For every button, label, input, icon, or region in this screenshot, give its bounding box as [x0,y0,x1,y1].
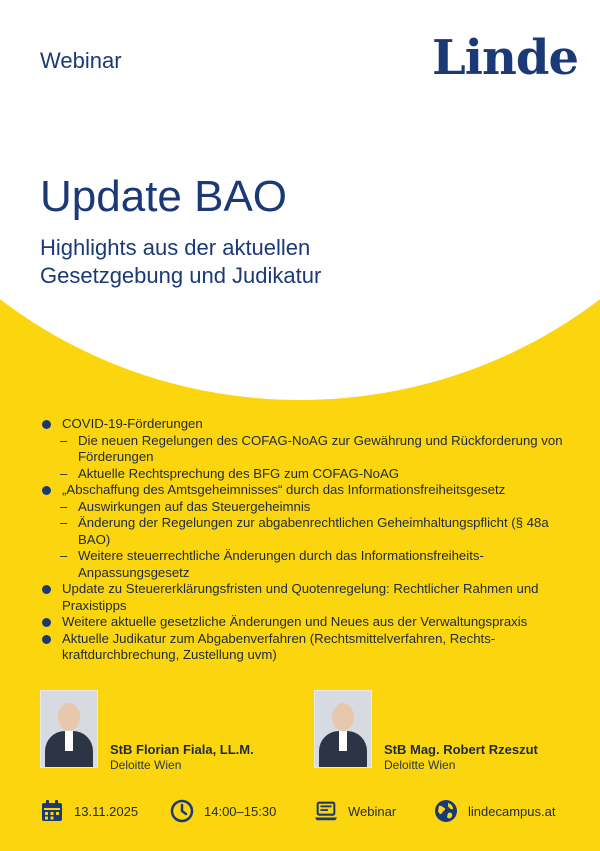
topic-text: Update zu Steuererklärungsfristen und Quotenregelung: Rechtlicher Rahmen und Praxistipps [62,581,539,613]
event-format [314,798,396,824]
speaker-card [314,690,574,770]
bullet-icon [42,486,51,495]
subtopic-text: Änderung der Regelungen zur abgabenrechtlichen Geheimhaltungspflicht (§ 48a BAO) [78,515,549,547]
laptop-icon [314,799,338,823]
speaker-name: StB Florian Fiala, LL.M. [110,742,254,757]
subtopic-item [40,466,570,483]
topic-item [40,581,570,614]
event-date [40,798,138,824]
topic-text: Aktuelle Judikatur zum Abgabenverfahren (Rechtsmittelverfahren, Rechts-kraftdurchbrechung, Zustellung uvm) [62,630,496,662]
subtopic-text: Die neuen Regelungen des COFAG-NoAG zur Gewährung und Rückforderung von Förderungen [78,432,563,464]
dash-icon: – [60,515,68,530]
event-date-text: 13.11.2025 [74,803,139,819]
speaker-photo [314,690,372,768]
speaker-photo [40,690,98,768]
event-website-link[interactable]: lindecampus.at [468,803,556,819]
topic-item [40,631,570,664]
photo-shirt [339,731,347,751]
topic-item [40,482,570,499]
dash-icon: – [60,498,68,514]
speaker-org: Deloitte Wien [110,758,182,772]
dash-icon: – [60,432,68,448]
topic-list [40,416,570,664]
page-title: Update BAO [40,172,288,221]
topic-item [40,416,570,433]
topic-text: Weitere aktuelle gesetzliche Änderungen und Neues aus der Verwaltungspraxis [62,614,528,629]
bullet-icon [42,420,51,429]
subtopic-item [40,499,570,516]
subtopic-text: Weitere steuerrechtliche Änderungen durch das Informationsfreiheits-Anpassungsgesetz [78,548,484,580]
event-website[interactable] [434,798,555,824]
topic-text: COVID-19-Förderungen [62,416,203,431]
subtitle-line: Highlights aus der aktuellen [40,235,311,260]
bullet-icon [42,635,51,644]
subtopic-item [40,548,570,581]
subtitle-line: Gesetzgebung und Judikatur [40,263,322,288]
topic-item [40,614,570,631]
event-type-label: Webinar [40,48,122,73]
subtopic-text: Aktuelle Rechtsprechung des BFG zum COFAG-NoAG [78,465,400,481]
linde-logo: Linde [432,30,578,86]
event-time-text: 14:00–15:30 [204,803,277,819]
subtopic-item [40,515,570,548]
clock-icon [170,799,194,823]
bullet-icon [42,618,51,627]
subtopic-item [40,433,570,466]
speaker-name: StB Mag. Robert Rzeszut [384,742,538,757]
subtopic-text: Auswirkungen auf das Steuergeheimnis [78,498,311,514]
speaker-card [40,690,300,770]
event-time [170,798,276,824]
dash-icon: – [60,465,68,481]
calendar-icon [40,799,64,823]
event-format-text: Webinar [348,803,397,819]
photo-shirt [65,731,73,751]
bullet-icon [42,585,51,594]
photo-head [58,703,80,731]
dash-icon: – [60,548,68,563]
photo-head [332,703,354,731]
topic-text: „Abschaffung des Amtsgeheimnisses“ durch das Informationsfreiheitsgesetz [62,482,506,497]
speaker-org: Deloitte Wien [384,758,456,772]
globe-icon [434,799,458,823]
page-subtitle [40,234,400,290]
